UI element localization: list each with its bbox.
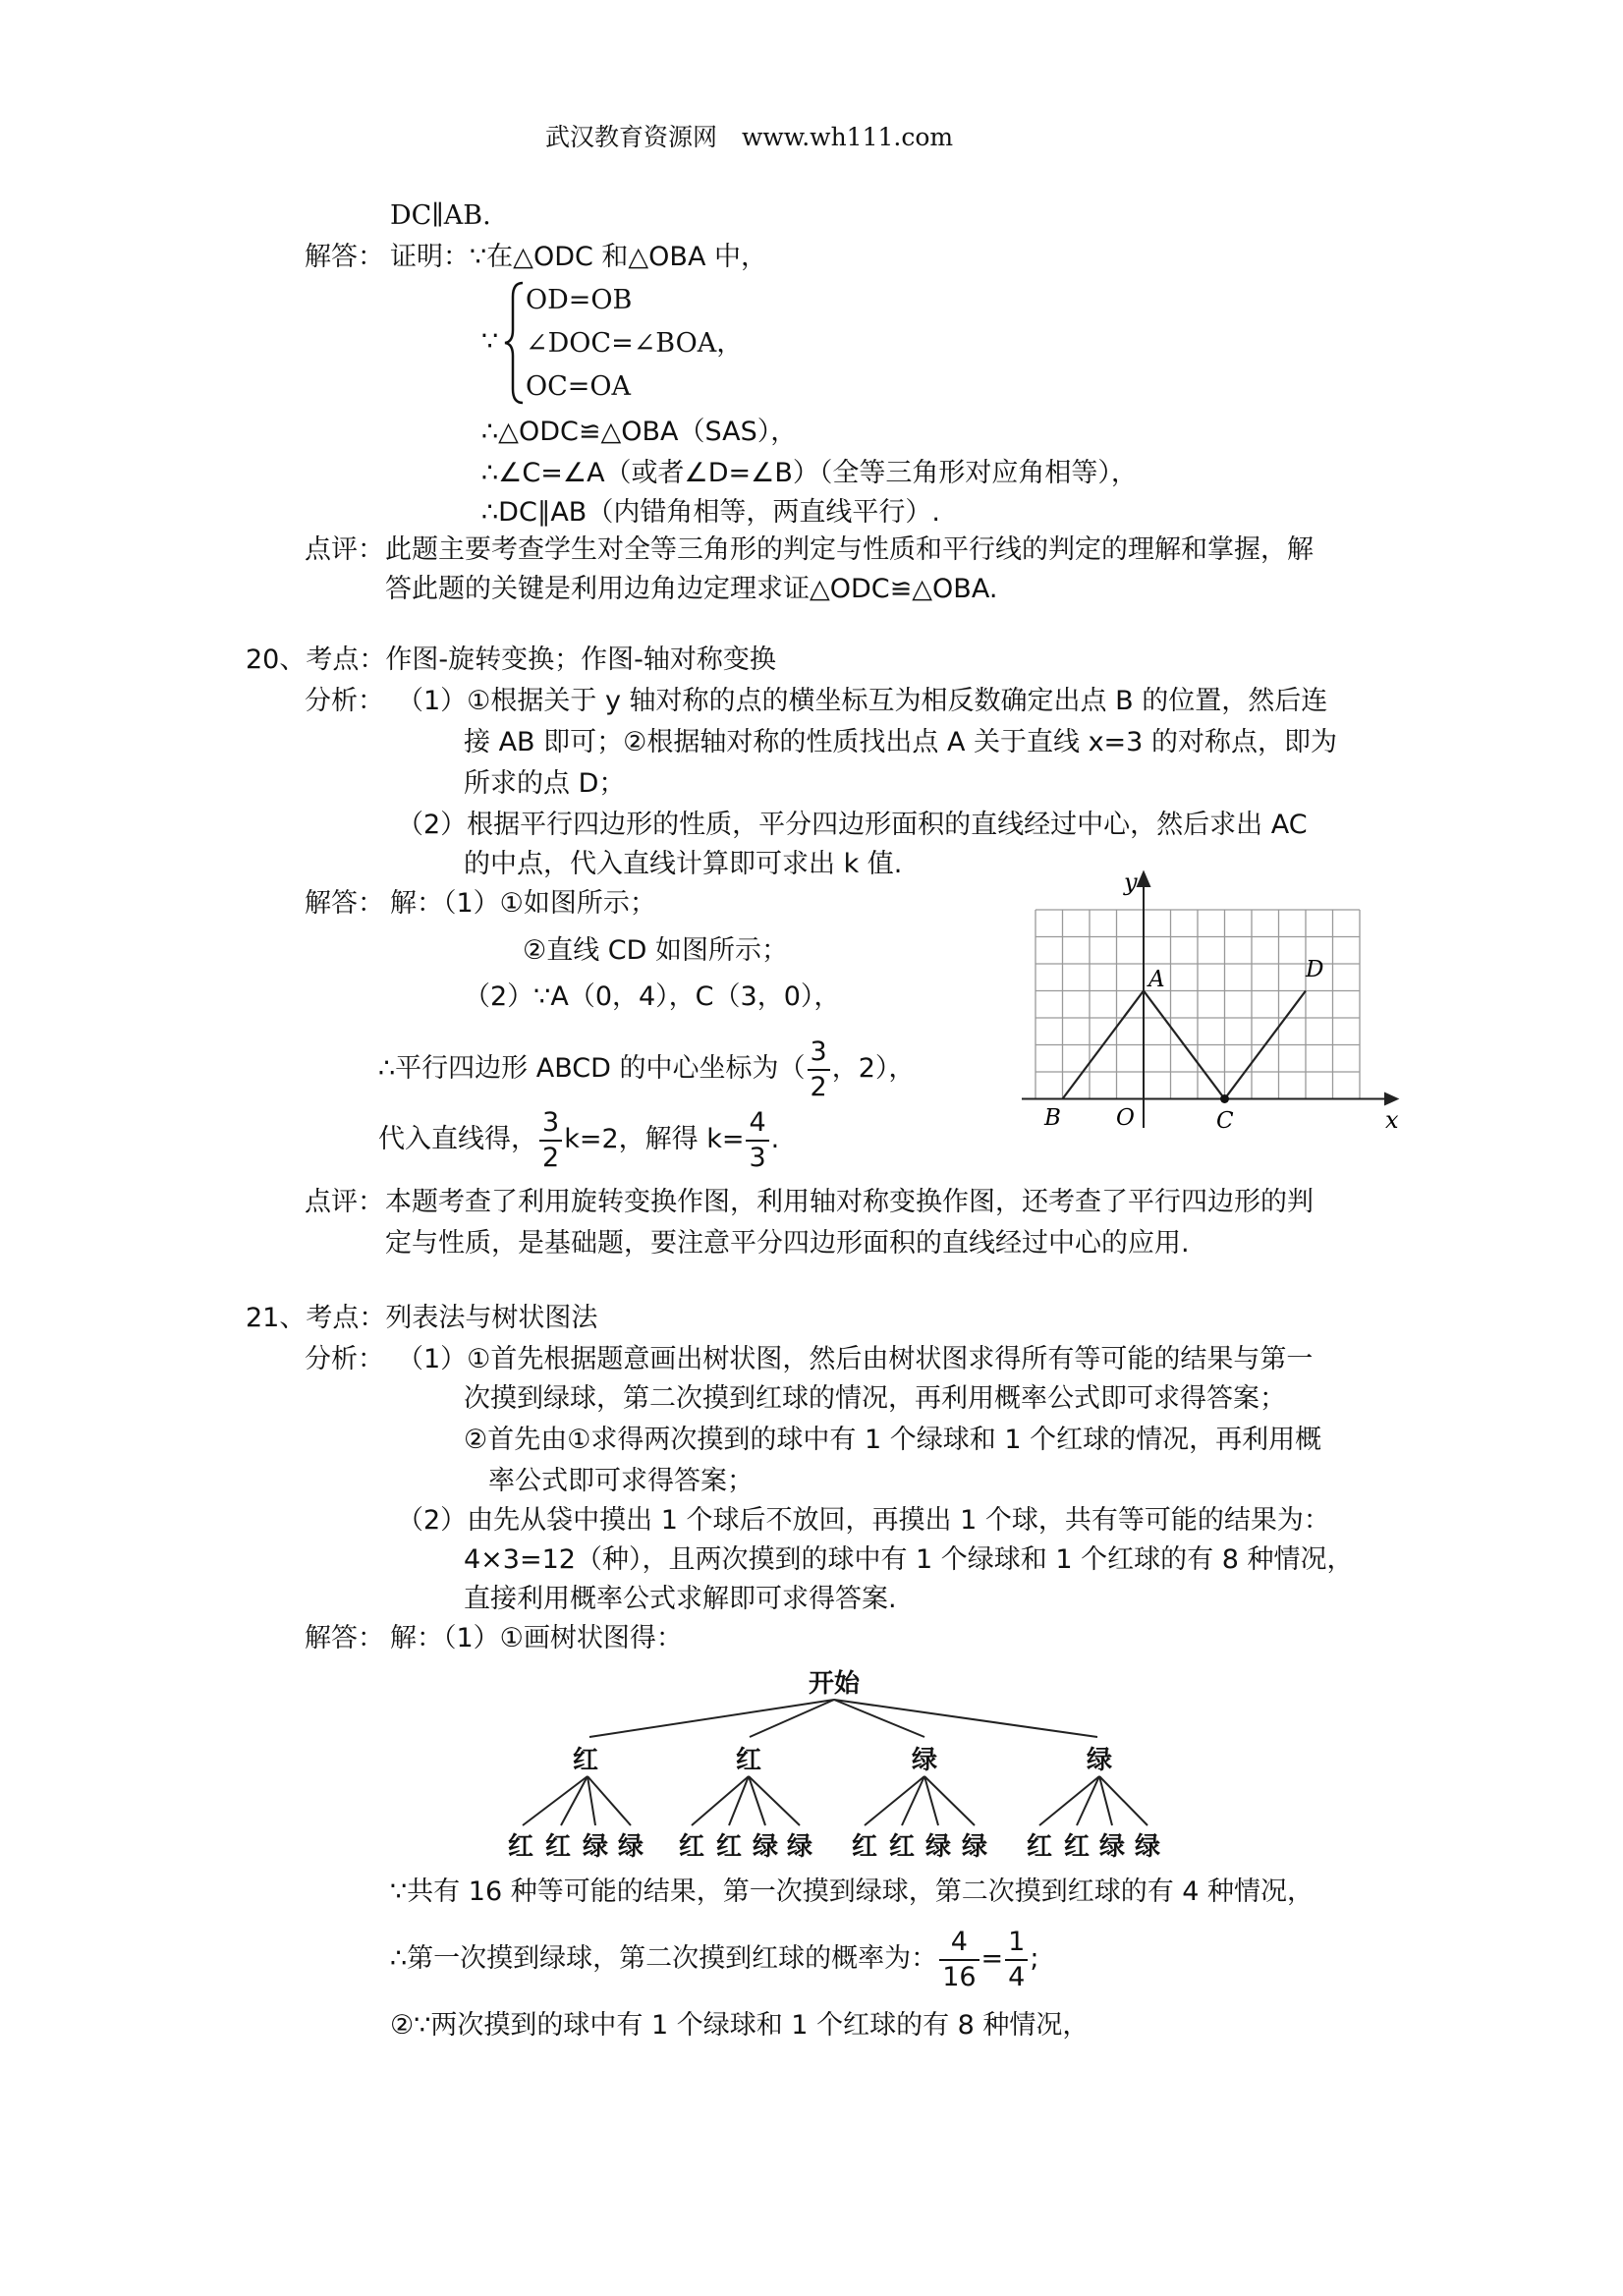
q20-analysis-1-1: （1）①根据关于 y 轴对称的点的横坐标互为相反数确定出点 B 的位置，然后连: [397, 686, 1328, 716]
coordinate-graph: [1012, 865, 1405, 1140]
q21-solution-2: ∵共有 16 种等可能的结果，第一次摸到绿球，第二次摸到红球的有 4 种情况，: [390, 1876, 1315, 1907]
tree-leaf: 绿: [752, 1832, 779, 1862]
q21-analysis-1-3: ②首先由①求得两次摸到的球中有 1 个绿球和 1 个红球的情况，再利用概: [464, 1425, 1322, 1455]
fraction-3-2: [808, 1036, 830, 1104]
tree-leaf: 绿: [1098, 1832, 1126, 1862]
q20-review-line-2: 定与性质，是基础题，要注意平分四边形面积的直线经过中心的应用.: [385, 1228, 1190, 1259]
q20-review-label: 点评：: [305, 1187, 384, 1217]
system-eq-3: OC=OA: [526, 371, 632, 402]
q21-analysis-1-1: （1）①首先根据题意画出树状图，然后由树状图求得所有等可能的结果与第一: [397, 1344, 1314, 1374]
tree-leaf: 红: [544, 1832, 572, 1862]
point-d-label: D: [1306, 957, 1324, 982]
q20-analysis-1-2: 接 AB 即可；②根据轴对称的性质找出点 A 关于直线 x=3 的对称点，即为: [464, 727, 1337, 757]
fraction-num: 1: [1005, 1926, 1028, 1961]
q19-step-1: ∴△ODC≌△OBA（SAS），: [481, 417, 798, 447]
fraction-den: 4: [1008, 1961, 1026, 1992]
q21-prob-pre: ∴第一次摸到绿球，第二次摸到红球的概率为：: [390, 1943, 938, 1974]
fraction-num: 4: [746, 1106, 768, 1142]
q21-analysis-1-2: 次摸到绿球，第二次摸到红球的情况，再利用概率公式即可求得答案；: [464, 1383, 1286, 1414]
fraction-den: 16: [942, 1961, 977, 1992]
tree-leaf: 绿: [1134, 1832, 1161, 1862]
q21-solution-1: 解：（1）①画树状图得：: [390, 1623, 683, 1653]
x-axis-arrow: [1385, 1093, 1397, 1104]
q20-analysis-2-1: （2）根据平行四边形的性质，平分四边形面积的直线经过中心，然后求出 AC: [397, 810, 1308, 840]
tree-level1-node: 红: [572, 1746, 599, 1775]
q21-analysis-2-3: 直接利用概率公式求解即可求得答案.: [464, 1584, 897, 1614]
tree-leaf: 红: [888, 1832, 916, 1862]
origin-label: O: [1116, 1105, 1135, 1131]
q20-center-post: ，2），: [831, 1053, 916, 1084]
page-header: 武汉教育资源网 www.wh111.com: [545, 123, 954, 151]
tree-leaf: 绿: [786, 1832, 813, 1862]
tree-level1-node: 绿: [1086, 1746, 1113, 1775]
q19-top-line: DC∥AB.: [390, 200, 491, 231]
system-eq-1: OD=OB: [526, 285, 633, 315]
q19-review-line-1: 此题主要考查学生对全等三角形的判定与性质和平行线的判定的理解和掌握，解: [385, 534, 1314, 565]
tree-leaf: 绿: [582, 1832, 609, 1862]
q19-step-2: ∴∠C=∠A（或者∠D=∠B）（全等三角形对应角相等），: [481, 458, 1138, 488]
q20-analysis-label: 分析：: [305, 686, 384, 716]
fraction-den: 2: [542, 1142, 560, 1173]
q20-center-line: [378, 1032, 915, 1106]
q20-center-pre: ∴平行四边形 ABCD 的中心坐标为（: [378, 1053, 806, 1084]
point-a-label: A: [1148, 967, 1165, 992]
tree-level1-node: 绿: [911, 1746, 938, 1775]
tree-leaf: 红: [507, 1832, 534, 1862]
fraction-num: 3: [539, 1106, 562, 1142]
q20-answer-label: 解答：: [305, 888, 384, 919]
q20-sub-post: .: [770, 1124, 780, 1154]
tree-leaf: 红: [851, 1832, 878, 1862]
q21-solution-4: ②∵两次摸到的球中有 1 个绿球和 1 个红球的有 8 种情况，: [390, 2010, 1090, 2041]
tree-leaf: 绿: [924, 1832, 952, 1862]
q21-analysis-2-2: 4×3=12（种），且两次摸到的球中有 1 个绿球和 1 个红球的有 8 种情况，: [464, 1544, 1354, 1575]
q21-analysis-2-1: （2）由先从袋中摸出 1 个球后不放回，再摸出 1 个球，共有等可能的结果为：: [397, 1505, 1330, 1536]
q19-review-line-2: 答此题的关键是利用边角边定理求证△ODC≌△OBA.: [385, 574, 998, 604]
tree-leaf: 红: [1026, 1832, 1053, 1862]
tree-leaf: 红: [1063, 1832, 1091, 1862]
system-brace: [503, 279, 527, 407]
fraction-den: 2: [810, 1071, 827, 1102]
q21-answer-label: 解答：: [305, 1623, 384, 1653]
tree-root: 开始: [808, 1669, 861, 1699]
q19-review-label: 点评：: [305, 534, 384, 565]
q21-prob-post: ;: [1030, 1943, 1039, 1974]
q20-solution-3: （2）∵A（0，4），C（3，0），: [464, 981, 841, 1012]
fraction-4-16: [939, 1926, 979, 1994]
tree-level1-node: 红: [735, 1746, 762, 1775]
fraction-num: 4: [939, 1926, 979, 1961]
q19-step-3: ∴DC∥AB（内错角相等，两直线平行）.: [481, 497, 940, 528]
fraction-num: 3: [808, 1036, 830, 1071]
q20-solution-2: ②直线 CD 如图所示；: [523, 935, 789, 966]
q21-prob-eq: =: [980, 1943, 1004, 1974]
q20-sub-pre: 代入直线得，: [378, 1124, 537, 1154]
q20-review-line-1: 本题考查了利用旋转变换作图，利用轴对称变换作图，还考查了平行四边形的判: [385, 1187, 1314, 1217]
x-axis-label: x: [1385, 1106, 1399, 1134]
tree-edges: [523, 1700, 1147, 1825]
q21-prob-line: [390, 1922, 1038, 1996]
fraction-1-4: [1005, 1926, 1028, 1994]
q20-title: 20、考点：作图-旋转变换；作图-轴对称变换: [246, 644, 776, 675]
q21-title: 21、考点：列表法与树状图法: [246, 1303, 598, 1333]
because-symbol: ∵: [481, 326, 499, 357]
tree-leaf: 红: [678, 1832, 705, 1862]
q19-answer-intro: 证明：∵在△ODC 和△OBA 中，: [390, 242, 768, 272]
point-c-label: C: [1216, 1108, 1234, 1134]
q20-sub-mid: k=2，解得 k=: [564, 1124, 745, 1154]
q20-substitute-line: [378, 1102, 779, 1177]
y-axis-arrow: [1138, 872, 1149, 886]
q21-analysis-1-4: 率公式即可求得答案；: [488, 1466, 754, 1496]
q20-analysis-1-3: 所求的点 D；: [464, 768, 626, 799]
y-axis-label: y: [1124, 868, 1138, 896]
tree-leaf: 绿: [961, 1832, 988, 1862]
q19-answer-label: 解答：: [305, 242, 384, 272]
q21-analysis-label: 分析：: [305, 1344, 384, 1374]
tree-leaf: 绿: [617, 1832, 644, 1862]
q20-solution-1: 解：（1）①如图所示；: [390, 888, 656, 919]
fraction-den: 3: [749, 1142, 766, 1173]
tree-leaf: 红: [715, 1832, 743, 1862]
q20-analysis-2-2: 的中点，代入直线计算即可求出 k 值.: [464, 849, 903, 879]
fraction-4-3: [746, 1106, 768, 1175]
tree-diagram: [491, 1660, 1199, 1867]
fraction-3-2-b: [539, 1106, 562, 1175]
point-b-label: B: [1044, 1105, 1061, 1131]
system-eq-2: ∠DOC=∠BOA，: [526, 328, 744, 359]
point-c-dot: [1220, 1094, 1229, 1103]
